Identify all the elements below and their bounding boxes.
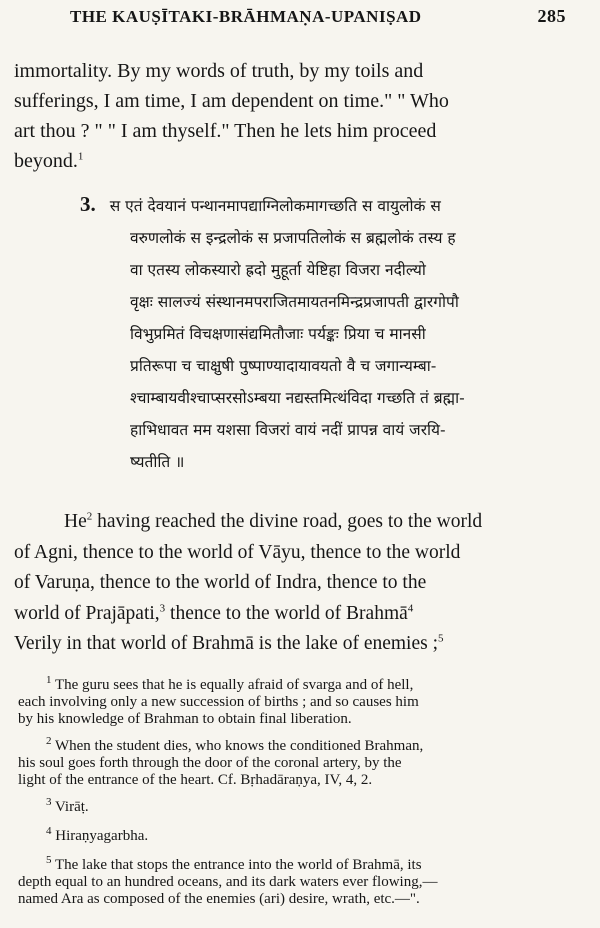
footnote-text: Virāṭ. xyxy=(51,799,89,815)
running-header xyxy=(70,6,566,30)
verse-line: विभुप्रमितं विचक्षणासंद्यमितौजाः पर्यङ्कः प्रिया च मानसी xyxy=(130,325,426,343)
footnote-line: by his knowledge of Brahman to obtain final liberation. xyxy=(18,711,352,727)
translation-paragraph xyxy=(14,507,588,660)
intro-line: sufferings, I am time, I am dependent on time." " Who xyxy=(14,90,449,112)
translation-line xyxy=(14,507,588,538)
footnote-line: each involving only a new succession of births ; and so causes him xyxy=(18,694,419,710)
translation-text: having reached the divine road, goes to the world xyxy=(92,511,483,532)
sanskrit-verse xyxy=(80,188,592,478)
verse-line xyxy=(80,188,592,222)
footnote-text: When the student dies, who knows the conditioned Brahman, xyxy=(51,738,424,754)
footnote-line xyxy=(18,735,588,755)
verse-line-text: स एतं देवयानं पन्थानमापद्याग्निलोकमागच्छति स वायुलोकं स xyxy=(109,197,441,215)
translation-text: thence to the world of Brahmā xyxy=(165,602,408,624)
translation-line xyxy=(14,599,588,630)
verse-number: 3. xyxy=(80,192,96,216)
footnote-2 xyxy=(18,735,588,789)
translation-line: of Varuṇa, thence to the world of Indra, thence to the xyxy=(14,572,427,593)
intro-line: art thou ? " " I am thyself." Then he lets him proceed xyxy=(14,120,437,142)
footnote-ref: 2 xyxy=(86,510,93,523)
verse-line: प्रतिरूपा च चाक्षुषी पुष्पाण्यादायावयतो वै च जगान्यम्बा- xyxy=(130,357,437,375)
footnote-number: 1 xyxy=(46,674,52,686)
footnote-number: 5 xyxy=(46,854,52,866)
footnote-line: light of the entrance of the heart. Cf. Bṛhadāraṇya, IV, 4, 2. xyxy=(18,772,373,788)
footnote-line: his soul goes forth through the door of the coronal artery, by the xyxy=(18,755,402,771)
intro-line xyxy=(14,146,584,176)
footnote-text: Hiraṇyagarbha. xyxy=(51,828,149,844)
footnotes xyxy=(18,674,588,918)
translation-text: Verily in that world of Brahmā is the lake of enemies ; xyxy=(14,633,439,654)
verse-line: श्चाम्बायवीश्चाप्सरसोऽम्बया नद्यस्तमित्थंविदा गच्छति तं ब्रह्मा- xyxy=(130,389,465,407)
intro-line-text: beyond. xyxy=(14,150,78,172)
translation-line: of Agni, thence to the world of Vāyu, thence to the world xyxy=(14,541,461,563)
footnote-ref: 3 xyxy=(159,602,166,614)
running-title: THE KAUṢĪTAKI-BRĀHMAṆA-UPANIṢAD xyxy=(70,7,422,26)
footnote-line: depth equal to an hundred oceans, and its dark waters ever flowing,— xyxy=(18,874,438,890)
footnote-5 xyxy=(18,854,588,908)
verse-line: वरुणलोकं स इन्द्रलोकं स प्रजापतिलोकं स ब्रह्मलोकं तस्य ह xyxy=(130,229,456,247)
footnote-line: named Ara as composed of the enemies (ari) desire, wrath, etc.—". xyxy=(18,891,420,907)
verse-line: वृक्षः सालज्यं संस्थानमपराजितमायतनमिन्द्रप्रजापती द्वारगोपौ xyxy=(130,293,459,311)
translation-text: He xyxy=(64,511,87,532)
footnote-1 xyxy=(18,674,588,728)
footnote-text: The lake that stops the entrance into the world of Brahmā, its xyxy=(51,857,422,873)
footnote-4 xyxy=(18,825,588,845)
intro-paragraph xyxy=(14,56,584,176)
translation-line xyxy=(14,629,588,660)
translation-text: world of Prajāpati, xyxy=(14,602,160,624)
footnote-number: 4 xyxy=(46,825,52,837)
footnote-line xyxy=(18,854,588,874)
footnote-ref: 1 xyxy=(77,150,84,163)
page-number: 285 xyxy=(537,6,566,26)
footnote-ref: 5 xyxy=(438,632,444,645)
footnote-line xyxy=(18,674,588,694)
verse-line: वा एतस्य लोकस्यारो ह्रदो मुहूर्ता येष्टिहा विजरा नदील्यो xyxy=(130,261,426,279)
footnote-ref: 4 xyxy=(407,602,414,614)
footnote-number: 3 xyxy=(46,796,52,808)
verse-line: हाभिधावत मम यशसा विजरां वायं नदीं प्रापन्न वायं जरयि- xyxy=(130,421,446,439)
footnote-number: 2 xyxy=(46,735,52,747)
footnote-3 xyxy=(18,796,588,816)
intro-line: immortality. By my words of truth, by my toils and xyxy=(14,60,424,82)
verse-line: ष्यतीति ॥ xyxy=(130,453,185,471)
footnote-text: The guru sees that he is equally afraid of svarga and of hell, xyxy=(51,677,414,693)
